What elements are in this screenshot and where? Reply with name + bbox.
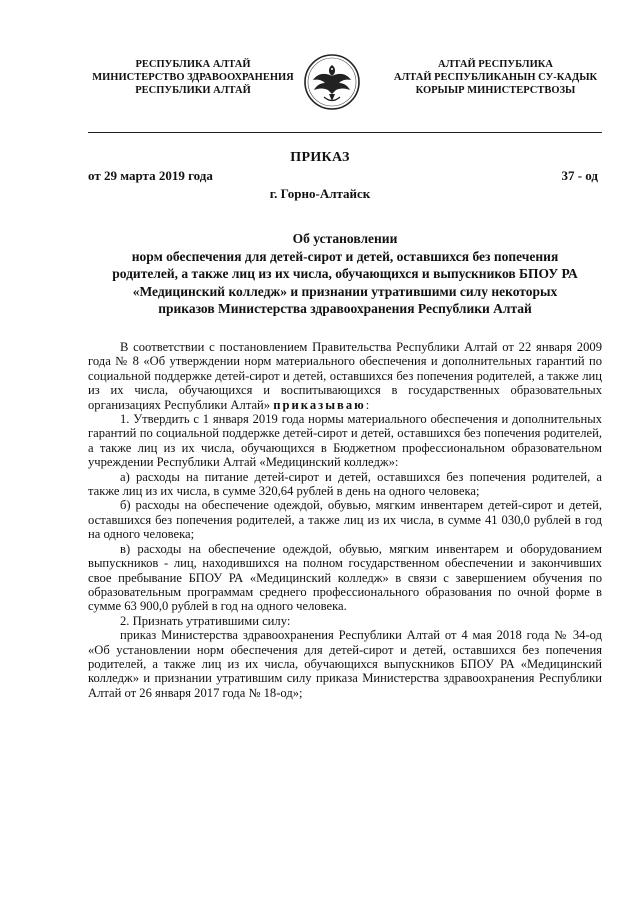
coat-of-arms-emblem <box>302 52 362 112</box>
subject-line: норм обеспечения для детей-сирот и детей, оставшихся без попечения <box>131 248 559 264</box>
header-left-line: РЕСПУБЛИКА АЛТАЙ <box>135 59 251 70</box>
header-left-line: РЕСПУБЛИКИ АЛТАЙ <box>135 85 251 96</box>
header-right-line: АЛТАЙ РЕСПУБЛИКА <box>437 59 553 70</box>
order-city: г. Горно-Алтайск <box>269 186 371 201</box>
order-number: 37 - од <box>561 168 598 183</box>
header-right-ministry <box>388 58 603 97</box>
preamble-text: В соответствии с постановлением Правительства Республики Алтай от 22 января 2009 года № 8 «Об утверждении норм материального обеспечения и дополнительных гарантий по социальной поддержке детей-сирот и детей, оставшихся без попечения родителей, а также лиц из их числа, обучающихся и воспитывающихся в государственных образовательных организациях Республики Алтай» <box>88 340 602 412</box>
header-divider <box>88 132 602 133</box>
header-right-line: АЛТАЙ РЕСПУБЛИКАНЫН СУ-КАДЫК <box>393 72 598 83</box>
subject-line: Об установлении <box>292 231 398 246</box>
clause-2-item: приказ Министерства здравоохранения Республики Алтай от 4 мая 2018 года № 34-од «Об установлении норм обеспечения для детей-сирот и детей, оставшихся без попечения родителей, а также лиц из их числа, обучающихся выпускников БПОУ РА «Медицинский колледж» и признании утратившим силу приказа Министерства здравоохранения Республики Алтай от 26 января 2017 года № 18-од»; <box>88 628 602 700</box>
clause-1: 1. Утвердить с 1 января 2019 года нормы материального обеспечения и дополнительных гарантий по социальной поддержке детей-сирот и детей, оставшихся без попечения родителей, а также лиц из их числа, обучающихся в Бюджетном профессиональном образовательном учреждении Республики Алтай «Медицинский колледж»: <box>88 412 602 470</box>
clause-1c: в) расходы на обеспечение одеждой, обувью, мягким инвентарем и оборудованием выпускников - лиц, находившихся на полном государственном обеспечении и закончивших свое пребывание БПОУ РА «Медицинский колледж» в связи с завершением обучения по образовательным программам среднего профессионального образования по очной форме в сумме 63 900,0 рублей в год на одного человека. <box>88 541 602 614</box>
subject-line: «Медицинский колледж» и признании утратившими силу некоторых <box>132 283 558 299</box>
clause-1a: а) расходы на питание детей-сирот и детей, оставшихся без попечения родителей, а также лиц из их числа, в сумме 320,64 рублей в день на одного человека; <box>88 469 602 499</box>
command-colon: : <box>365 397 370 412</box>
subject-line: приказов Министерства здравоохранения Республики Алтай <box>158 301 532 316</box>
order-subject <box>88 230 602 318</box>
preamble-paragraph <box>88 340 602 412</box>
header-right-line: КОРЫЫР МИНИСТЕРСТВОЗЫ <box>415 85 576 96</box>
header-left-line: МИНИСТЕРСТВО ЗДРАВООХРАНЕНИЯ <box>92 72 294 83</box>
order-body <box>88 340 602 700</box>
command-word: приказываю <box>273 397 366 412</box>
clause-2: 2. Признать утратившими силу: <box>120 613 291 628</box>
header-left-ministry <box>88 58 298 97</box>
subject-line: родителей, а также лиц из их числа, обучающихся и выпускников БПОУ РА <box>112 266 578 281</box>
order-date: от 29 марта 2019 года <box>88 168 213 183</box>
clause-1b: б) расходы на обеспечение одеждой, обувью, мягким инвентарем детей-сирот и детей, оставшихся без попечения родителей, а также лиц из их числа, в сумме 41 030,0 рублей в год на одного человека; <box>88 498 602 542</box>
order-title: ПРИКАЗ <box>290 150 350 165</box>
